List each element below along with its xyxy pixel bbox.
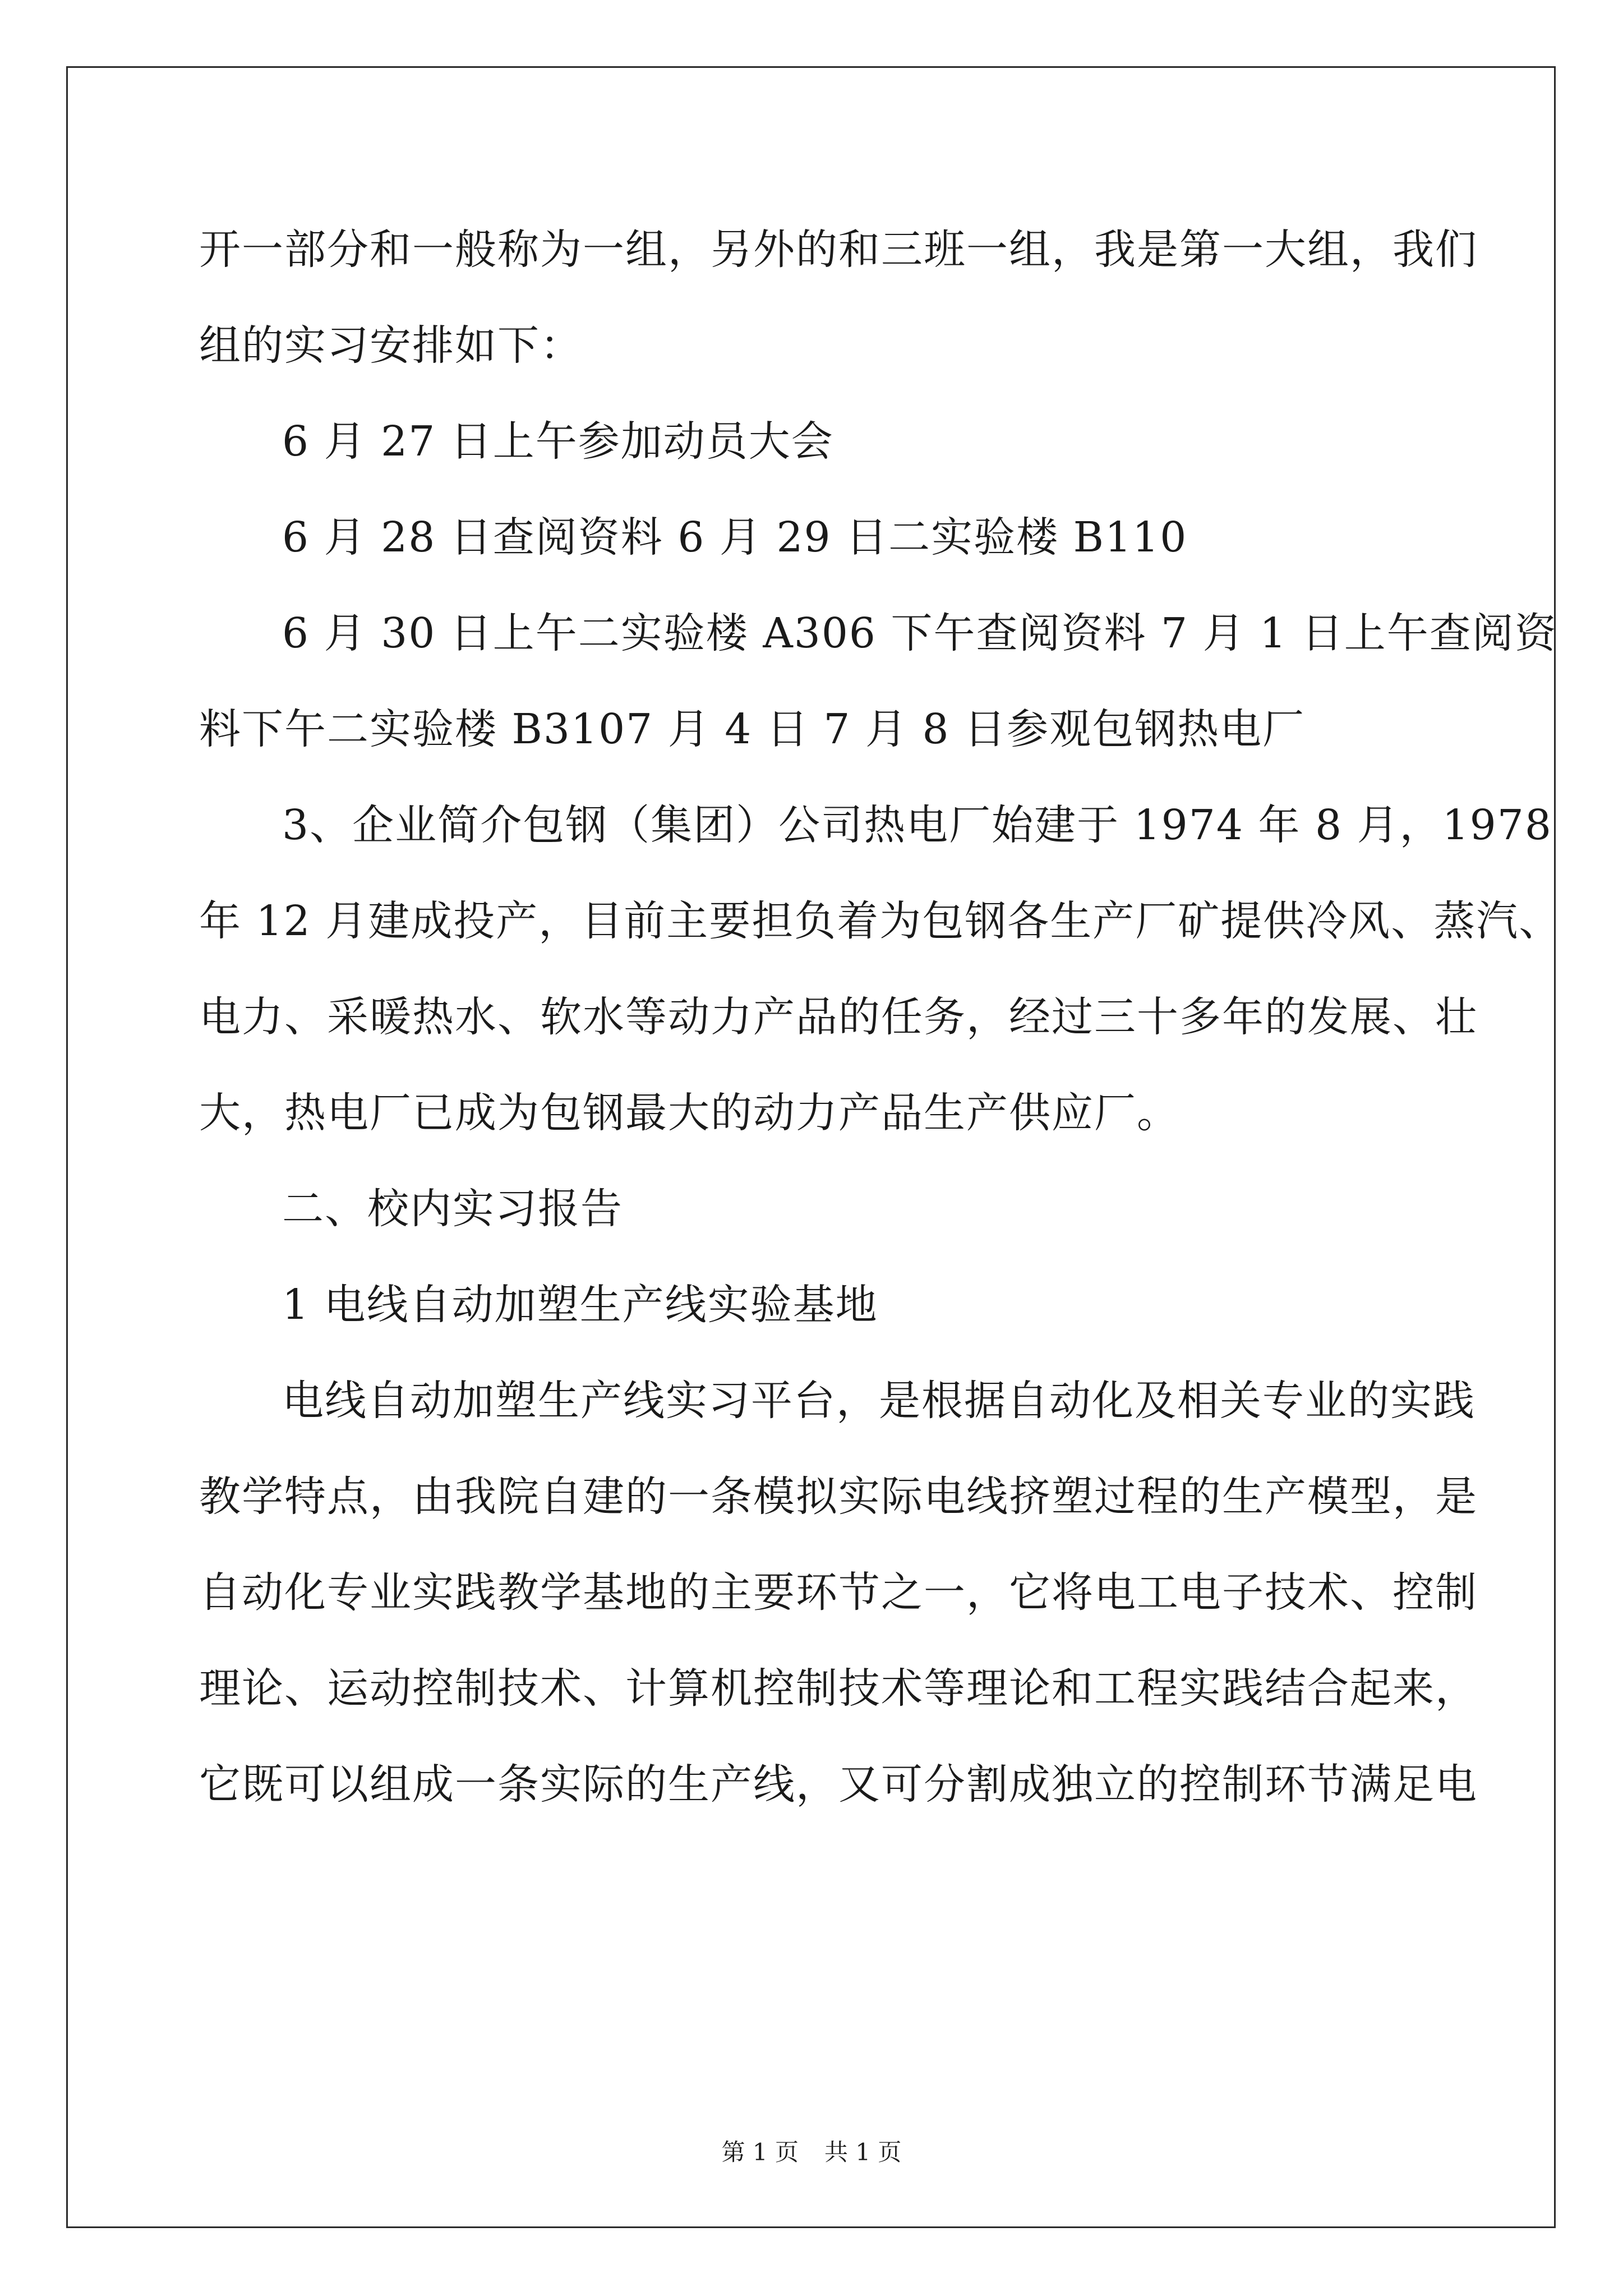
section-heading: 二、校内实习报告 [282, 1185, 623, 1233]
text-line: 料下午二实验楼 B3107 月 4 日 7 月 8 日参观包钢热电厂 [199, 705, 1306, 753]
text-line: 它既可以组成一条实际的生产线，又可分割成独立的控制环节满足电 [199, 1760, 1478, 1809]
text-line: 自动化专业实践教学基地的主要环节之一，它将电工电子技术、控制 [199, 1568, 1478, 1617]
text-line: 理论、运动控制技术、计算机控制技术等理论和工程实践结合起来， [199, 1664, 1478, 1713]
text-line: 大，热电厂已成为包钢最大的动力产品生产供应厂。 [199, 1089, 1179, 1137]
page-total: 共 1 页 [824, 2138, 902, 2166]
text-line: 电线自动加塑生产线实习平台，是根据自动化及相关专业的实践 [282, 1377, 1476, 1425]
page-footer [0, 2138, 1623, 2166]
text-line: 3、企业简介包钢（集团）公司热电厂始建于 1974 年 8 月，1978 [282, 801, 1552, 849]
text-line: 开一部分和一般称为一组，另外的和三班一组，我是第一大组，我们 [199, 226, 1478, 274]
subsection-heading: 1 电线自动加塑生产线实验基地 [282, 1281, 878, 1329]
text-line: 教学特点，由我院自建的一条模拟实际电线挤塑过程的生产模型，是 [199, 1473, 1478, 1521]
document-body [199, 202, 1562, 1833]
text-line: 电力、采暖热水、软水等动力产品的任务，经过三十多年的发展、壮 [199, 993, 1478, 1041]
text-line: 年 12 月建成投产，目前主要担负着为包钢各生产厂矿提供冷风、蒸汽、 [199, 897, 1562, 945]
text-line: 6 月 30 日上午二实验楼 A306 下午查阅资料 7 月 1 日上午查阅资 [282, 609, 1557, 657]
text-line: 6 月 28 日查阅资料 6 月 29 日二实验楼 B110 [282, 513, 1188, 562]
page-number: 第 1 页 [721, 2138, 799, 2166]
text-line: 6 月 27 日上午参加动员大会 [282, 417, 834, 466]
text-line: 组的实习安排如下： [199, 321, 583, 370]
